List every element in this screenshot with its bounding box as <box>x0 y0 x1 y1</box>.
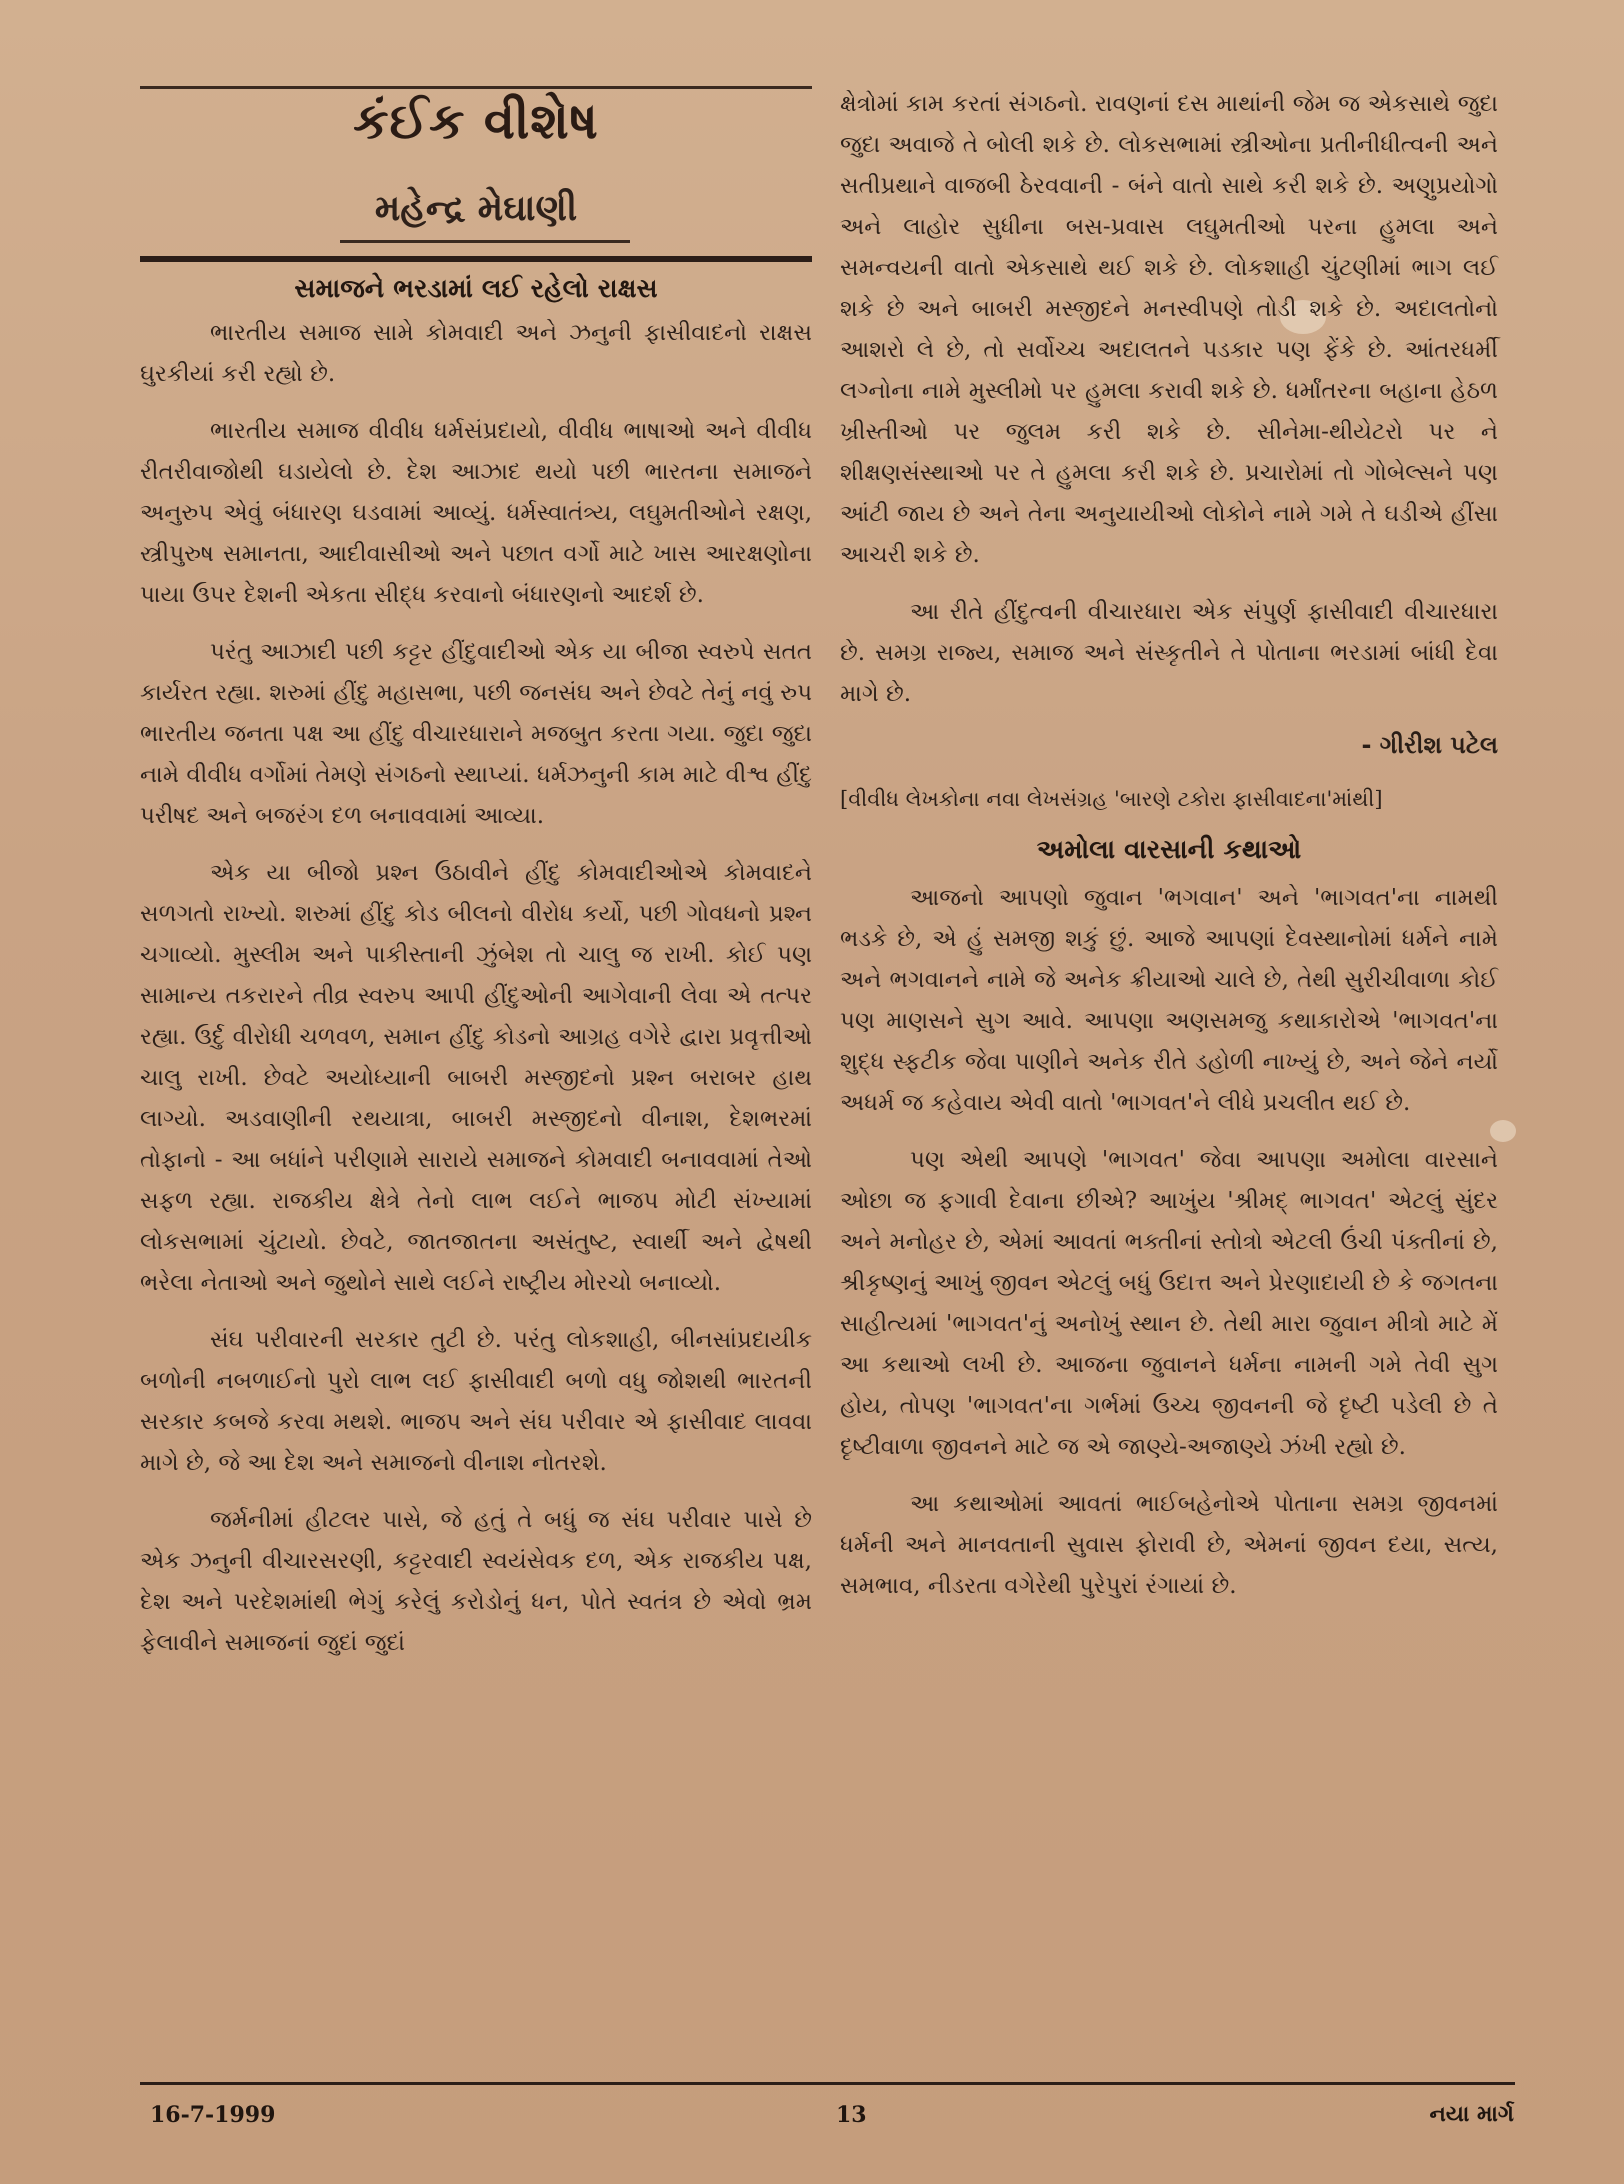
header-thick-rule <box>140 256 812 262</box>
article-paragraph: ભારતીય સમાજ સામે કોમવાદી અને ઝનુની ફાસીવાદનો રાક્ષસ ઘુરકીયાં કરી રહ્યો છે. <box>140 320 812 387</box>
article-heading: અમોલા વારસાની કથાઓ <box>1036 835 1302 865</box>
left-column <box>140 274 812 1680</box>
article-paragraph: એક યા બીજો પ્રશ્ન ઉઠાવીને હીંદુ કોમવાદીઓએ કોમવાદને સળગતો રાખ્યો. શરુમાં હીંદુ કોડ બીલનો વીરોધ કર્યો, પછી ગોવધનો પ્રશ્ન ચગાવ્યો. મુસ્લીમ અને પાકીસ્તાની ઝુંબેશ તો ચાલુ જ રાખી. કોઈ પણ સામાન્ય તકરારને તીવ્ર સ્વરુપ આપી હીંદુઓની આગેવાની લેવા એ તત્પર રહ્યા. ઉર્દુ વીરોધી ચળવળ, સમાન હીંદુ કોડનો આગ્રહ વગેરે દ્વારા પ્રવૃત્તીઓ ચાલુ રાખી. છેવટે અયોધ્યાની બાબરી મસ્જીદનો પ્રશ્ન બરાબર હાથ લાગ્યો. અડવાણીની રથયાત્રા, બાબરી મસ્જીદનો વીનાશ, દેશભરમાં તોફાનો - આ બધાંને પરીણામે સારાયે સમાજને કોમવાદી બનાવવામાં તેઓ સફળ રહ્યા. રાજકીય ક્ષેત્રે તેનો લાભ લઈને ભાજપ મોટી સંખ્યામાં લોકસભામાં ચુંટાયો. છેવટે, જાતજાતના અસંતુષ્ટ, સ્વાર્થી અને દ્વેષથી ભરેલા નેતાઓ અને જુથોને સાથે લઈને રાષ્ટ્રીય મોરચો બનાવ્યો. <box>140 860 812 1296</box>
article-continuation: ક્ષેત્રોમાં કામ કરતાં સંગઠનો. રાવણનાં દસ માથાંની જેમ જ એકસાથે જુદા જુદા અવાજે તે બોલી શકે છે. લોકસભામાં સ્ત્રીઓના પ્રતીનીધીત્વની અને સતીપ્રથાને વાજબી ઠેરવવાની - બંને વાતો સાથે કરી શકે છે. અણુપ્રયોગો અને લાહોર સુધીના બસ-પ્રવાસ લઘુમતીઓ પરના હુમલા અને સમન્વયની વાતો એકસાથે થઈ શકે છે. લોકશાહી ચુંટણીમાં ભાગ લઈ શકે છે અને બાબરી મસ્જીદને મનસ્વીપણે તોડી શકે છે. અદાલતોનો આશરો લે છે, તો સર્વોચ્ચ અદાલતને પડકાર પણ ફેંકે છે. આંતરધર્મી લગ્નોના નામે મુસ્લીમો પર હુમલા કરાવી શકે છે. ધર્માંતરના બહાના હેઠળ ખ્રીસ્તીઓ પર જુલમ કરી શકે છે. સીનેમા-થીયેટરો પર ને શીક્ષણસંસ્થાઓ પર તે હુમલા કરી શકે છે. પ્રચારોમાં તો ગોબેલ્સને પણ આંટી જાય છે અને તેના અનુયાયીઓ લોકોને નામે ગમે તે ઘડીએ હીંસા આચરી શકે છે. <box>840 91 1499 568</box>
article-conclusion: આ રીતે હીંદુત્વની વીચારધારા એક સંપુર્ણ ફાસીવાદી વીચારધારા છે. સમગ્ર રાજ્ય, સમાજ અને સંસ્કૃતીને તે પોતાના ભરડામાં બાંધી દેવા માગે છે. <box>840 599 1498 707</box>
footer-rule <box>140 2082 1515 2085</box>
article-paragraph: પરંતુ આઝાદી પછી કટ્ટર હીંદુવાદીઓ એક યા બીજા સ્વરુપે સતત કાર્યરત રહ્યા. શરુમાં હીંદુ મહાસભા, પછી જનસંઘ અને છેવટે તેનું નવું રુપ ભારતીય જનતા પક્ષ આ હીંદુ વીચારધારાને મજબુત કરતા ગયા. જુદા જુદા નામે વીવીધ વર્ગોમાં તેમણે સંગઠનો સ્થાપ્યાં. ધર્મઝનુની કામ માટે વીશ્વ હીંદુ પરીષદ અને બજરંગ દળ બનાવવામાં આવ્યા. <box>140 639 812 829</box>
right-column <box>840 84 1498 1623</box>
header-rule <box>140 86 812 89</box>
article-paragraph: પણ એથી આપણે 'ભાગવત' જેવા આપણા અમોલા વારસાને ઓછા જ ફગાવી દેવાના છીએ? આખુંય 'શ્રીમદ્ ભાગવત' એટલું સુંદર અને મનોહર છે, એમાં આવતાં ભક્તીનાં સ્તોત્રો એટલી ઉંચી પંક્તીનાં છે, શ્રીકૃષ્ણનું આખું જીવન એટલું બધું ઉદાત્ત અને પ્રેરણાદાયી છે કે જગતના સાહીત્યમાં 'ભાગવત'નું અનોખું સ્થાન છે. તેથી મારા જુવાન મીત્રો માટે મેં આ કથાઓ લખી છે. આજના જુવાનને ધર્મના નામની ગમે તેવી સુગ હોય, તોપણ 'ભાગવત'ના ગર્ભમાં ઉચ્ચ જીવનની જે દૃષ્ટી પડેલી છે તે દૃષ્ટીવાળા જીવનને માટે જ એ જાણ્યે-અજાણ્યે ઝંખી રહ્યો છે. <box>840 1147 1498 1460</box>
article-paragraph: ભારતીય સમાજ વીવીધ ધર્મસંપ્રદાયો, વીવીધ ભાષાઓ અને વીવીધ રીતરીવાજોથી ઘડાયેલો છે. દેશ આઝાદ થયો પછી ભારતના સમાજને અનુરુપ એવું બંધારણ ઘડવામાં આવ્યું. ધર્મસ્વાતંત્ર્ય, લઘુમતીઓને રક્ષણ, સ્ત્રીપુરુષ સમાનતા, આદીવાસીઓ અને પછાત વર્ગો માટે ખાસ આરક્ષણોના પાયા ઉપર દેશની એકતા સીદ્ધ કરવાનો બંધારણનો આદર્શ છે. <box>140 418 812 608</box>
article-signature: - ગીરીશ પટેલ <box>1361 731 1498 759</box>
column-author: મહેન્દ્ર મેઘાણી <box>374 188 578 229</box>
article-heading: સમાજને ભરડામાં લઈ રહેલો રાક્ષસ <box>294 274 658 304</box>
magazine-name: નયા માર્ગ <box>1429 2102 1514 2127</box>
article-paragraph: સંઘ પરીવારની સરકાર તુટી છે. પરંતુ લોકશાહી, બીનસાંપ્રદાયીક બળોની નબળાઈનો પુરો લાભ લઈ ફાસીવાદી બળો વધુ જોશથી ભારતની સરકાર કબજે કરવા મથશે. ભાજપ અને સંઘ પરીવાર એ ફાસીવાદ લાવવા માગે છે, જે આ દેશ અને સમાજનો વીનાશ નોતરશે. <box>140 1327 812 1476</box>
article-paragraph: આ કથાઓમાં આવતાં ભાઈબહેનોએ પોતાના સમગ્ર જીવનમાં ધર્મની અને માનવતાની સુવાસ ફોરાવી છે, એમનાં જીવન દયા, સત્ય, સમભાવ, નીડરતા વગેરેથી પુરેપુરાં રંગાયાં છે. <box>840 1491 1498 1599</box>
author-underline <box>340 240 630 243</box>
article-paragraph: આજનો આપણો જુવાન 'ભગવાન' અને 'ભાગવત'ના નામથી ભડકે છે, એ હું સમજી શકું છું. આજે આપણાં દેવસ્થાનોમાં ધર્મને નામે અને ભગવાનને નામે જે અનેક ક્રીયાઓ ચાલે છે, તેથી સુરીચીવાળા કોઈ પણ માણસને સુગ આવે. આપણા અણસમજુ કથાકારોએ 'ભાગવત'ના શુદ્ધ સ્ફટીક જેવા પાણીને અનેક રીતે ડહોળી નાખ્યું છે, અને જેને નર્યો અધર્મ જ કહેવાય એવી વાતો 'ભાગવત'ને લીધે પ્રચલીત થઈ છે. <box>840 885 1498 1116</box>
article-paragraph: જર્મનીમાં હીટલર પાસે, જે હતું તે બધું જ સંઘ પરીવાર પાસે છે એક ઝનુની વીચારસરણી, કટ્ટરવાદી સ્વયંસેવક દળ, એક રાજકીય પક્ષ, દેશ અને પરદેશમાંથી ભેગું કરેલું કરોડોનું ધન, પોતે સ્વતંત્ર છે એવો ભ્રમ ફેલાવીને સમાજનાં જુદાં જુદાં <box>140 1507 813 1656</box>
footer-date: 16-7-1999 <box>150 2102 276 2128</box>
column-title: કંઈક વીશેષ <box>353 92 599 150</box>
page-number: 13 <box>836 2102 867 2128</box>
article-source: [વીવીધ લેખકોના નવા લેખસંગ્રહ 'બારણે ટકોરા ફાસીવાદના'માંથી] <box>840 787 1383 811</box>
